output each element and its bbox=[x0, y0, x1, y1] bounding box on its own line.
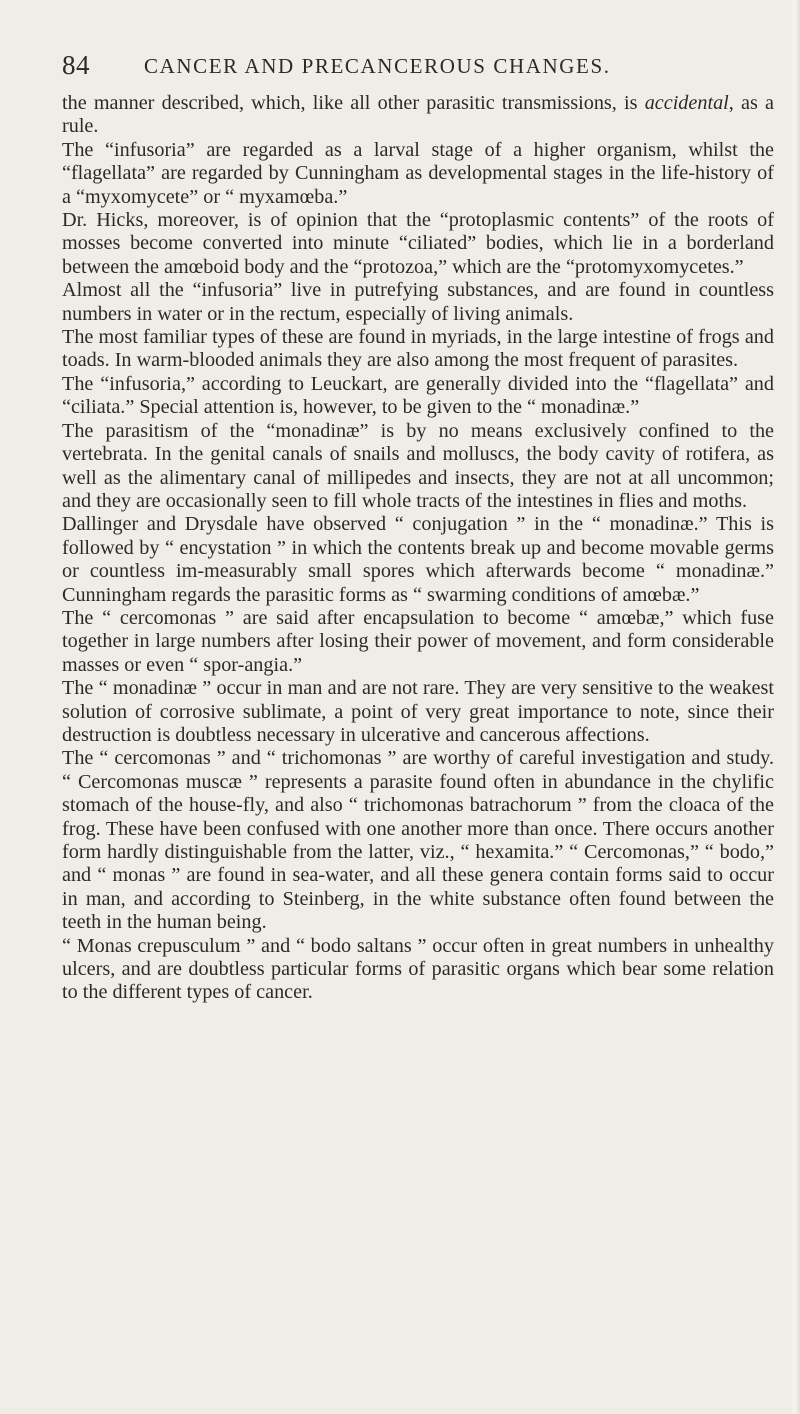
paragraph-tail: , as a rule. bbox=[62, 92, 774, 138]
paragraph: Almost all the “infusoria” live in putrefying substances, and are found in countless numbers in water or in the rectum, especially of living animals. bbox=[62, 279, 774, 325]
paragraph: Dallinger and Drysdale have observed “ conjugation ” in the “ monadinæ.” This is followed by “ encystation ” in which the contents break up and become movable germs or countless im-measurably small spores which afterwards become “ monadinæ.” Cunningham regards the parasitic forms as “ swarming conditions of amœbæ.” bbox=[62, 513, 774, 606]
paragraph: The “infusoria,” according to Leuckart, are generally divided into the “flagellata” and “ciliata.” Special attention is, however, to be given to the “ monadinæ.” bbox=[62, 372, 774, 419]
paragraph: The parasitism of the “monadinæ” is by no means exclusively confined to the vertebrata. In the genital canals of snails and molluscs, the body cavity of rotifera, as well as the alimentary canal of millipedes and insects, they are not at all uncommon; and they are occasionally seen to fill whole tracts of the intestines in flies and moths. bbox=[62, 419, 774, 512]
paragraph-lead: the manner described, which, like all other parasitic transmissions, is bbox=[62, 92, 645, 114]
paragraph: The “ cercomonas ” are said after encapsulation to become “ amœbæ,” which fuse together in large numbers after losing their power of movement, and form considerable masses or even “ spor-angia.” bbox=[62, 606, 774, 676]
page-number: 84 bbox=[62, 50, 90, 80]
page-header bbox=[62, 50, 762, 84]
paragraph: The “ cercomonas ” and “ trichomonas ” are worthy of careful investigation and study. “ Cercomonas muscæ ” represents a parasite found often in abundance in the chylific stomach of the house-fly, and also “ trichomonas batrachorum ” from the cloaca of the frog. These have been confused with one another more than once. There occurs another form hardly distinguishable from the latter, viz., “ hexamita.” “ Cercomonas,” “ bodo,” and “ monas ” are found in sea-water, and all these genera contain forms said to occur in man, and according to Steinberg, in the white substance often found between the teeth in the human being. bbox=[62, 747, 774, 934]
paragraph: The “ monadinæ ” occur in man and are not rare. They are very sensitive to the weakest solution of corrosive sublimate, a point of very great importance to note, since their destruction is doubtless necessary in ulcerative and cancerous affections. bbox=[62, 677, 774, 746]
paragraph: Dr. Hicks, moreover, is of opinion that the “protoplasmic contents” of the roots of mosses become converted into minute “ciliated” bodies, which lie in a borderland between the amœboid body and the “protozoa,” which are the “protomyxomycetes.” bbox=[62, 209, 774, 278]
paragraph: The most familiar types of these are found in myriads, in the large intestine of frogs and toads. In warm-blooded animals they are also among the most frequent of parasites. bbox=[62, 326, 774, 372]
emphasized-word: accidental bbox=[644, 92, 729, 114]
page-edge bbox=[790, 0, 800, 1414]
body-text bbox=[62, 92, 774, 1005]
paragraph: The “infusoria” are regarded as a larval stage of a higher organism, whilst the “flagellata” are regarded by Cunningham as developmental stages in the life-history of a “myxomycete” or “ myxamœba.” bbox=[62, 138, 774, 208]
paragraph: “ Monas crepusculum ” and “ bodo saltans ” occur often in great numbers in unhealthy ulcers, and are doubtless particular forms of parasitic organs which bear some relation to the different types of cancer. bbox=[62, 934, 774, 1004]
paragraph bbox=[62, 92, 774, 139]
running-title: CANCER AND PRECANCEROUS CHANGES. bbox=[144, 54, 611, 78]
